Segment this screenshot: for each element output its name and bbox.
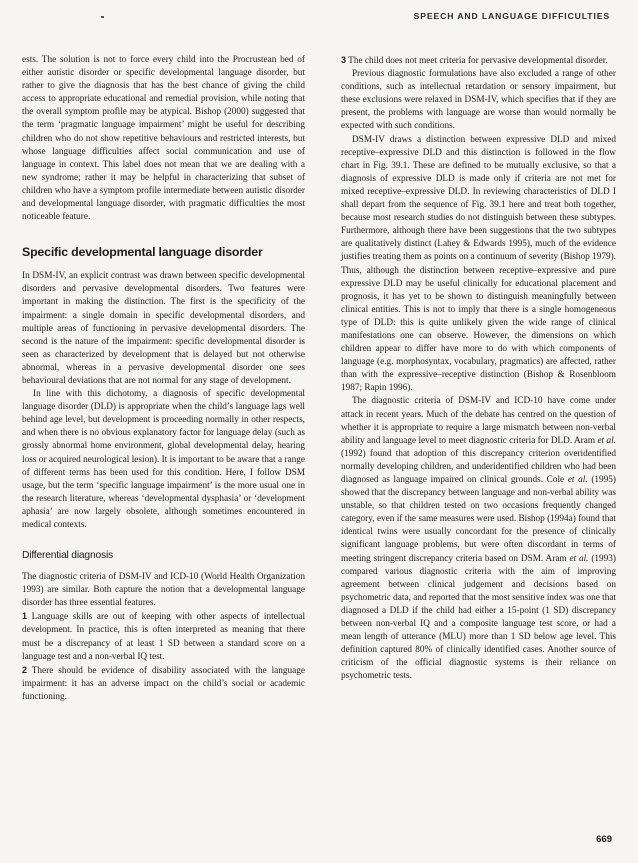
running-head: SPEECH AND LANGUAGE DIFFICULTIES	[413, 11, 610, 21]
list-text: There should be evidence of disability associated with the language impairment: it has an adverse impact on the child’s social or academic functioning.	[22, 665, 305, 702]
text-run: The diagnostic criteria of DSM-IV and ICD-10 have come under attack in recent years. Much of the debate has centred on the question of whether it is appropriate to require a large mismatch between non-verbal ability and language level to meet diagnostic criteria for DLD. Aram	[341, 396, 616, 446]
paragraph-dsm-distinction: DSM-IV draws a distinction between expressive DLD and mixed receptive–expressive DLD and this distinction is followed in the flow chart in Fig. 39.1. These are defined to be mutually exclusive, so that a diagnosis of expressive DLD is made only if criteria are not met for mixed receptive–expressive DLD. In reviewing characteristics of DLD I shall depart from the sequence of Fig. 39.1 here and treat both together, because most research studies do not distinguish between these subtypes. Furthermore, although there have been suggestions that the two subtypes are qualitatively distinct (Lahey & Edwards 1995), much of the evidence justifies treating them as points on a continuum of severity (Bishop 1979). Thus, although the distinction between receptive–expressive and pure expressive DLD may be useful clinically for educational placement and prognosis, it has yet to be shown to distinguish meaningfully between clinical entities. This is not to imply that there is a single homogeneous type of DLD: this is quite unlikely given the wide range of clinical manifestations one can observe. However, the dimensions on which children appear to differ have more to do with which components of language (e.g. morphosyntax, vocabulary, pragmatics) are affected, rather than with the expressive–receptive distinction (Bishop & Rosenbloom 1987; Rapin 1996).	[341, 134, 616, 394]
list-item-3	[341, 54, 616, 68]
list-text: The child does not meet criteria for pervasive developmental disorder.	[348, 56, 608, 66]
text-run-italic: et al.	[597, 435, 616, 446]
text-run: (1995) showed that the discrepancy between language and non-verbal ability was unstable, so that children tested on two occasions frequently changed category, even if the same measures were used. Bishop (1994a) found that identical twins were usually concordant for the presence of clinically significant language problems, but were often discordant in terms of meeting stringent discrepancy criteria based on DSM. Aram	[341, 475, 616, 564]
section-heading: Specific developmental language disorder	[22, 245, 263, 260]
paragraph-dld: In line with this dichotomy, a diagnosis of specific developmental language disorder (DLD) is appropriate when the child’s language lags well behind age level, but development is proceeding normally in other respects, and when there is no obvious explanatory factor for language delay (such as grossly abnormal home environment, global developmental delay, hearing loss or acquired neurological lesion). It is important to be aware that a range of different terms has been used for this condition. Here, I follow DSM usage, but the term ‘specific language impairment’ is the more usual one in the research literature, whereas ‘developmental dysphasia’ or ‘development aphasia’ are now largely obsolete, although sometimes encountered in medical contexts.	[22, 389, 305, 530]
page-number: 669	[596, 834, 612, 845]
paragraph-intro: ests. The solution is not to force every child into the Procrustean bed of either autistic disorder or specific developmental language disorder, but rather to give the diagnosis that has the best chance of giving the child access to appropriate educational and remedial provision, while noting that the overall symptom profile may be atypical. Bishop (2000) suggested that the term ‘pragmatic language impairment’ might be useful for describing children who do not show repetitive behaviours and restricted interests, but whose language difficulties affect social communication and use of language in context. This label does not mean that we are dealing with a new syndrome; rather it may be helpful in characterizing that subset of children who have a symptom profile intermediate between autistic disorder and developmental language disorder, with pragmatic difficulties the most noticeable feature.	[22, 55, 305, 223]
margin-mark	[101, 16, 104, 18]
text-run-italic: et al.	[569, 553, 589, 564]
paragraph-criteria: The diagnostic criteria of DSM-IV and ICD-10 (World Health Organization 1993) are similar. Both capture the notion that a developmental language disorder has three essential features.	[22, 572, 305, 609]
paragraph-criteria-attack	[341, 395, 616, 683]
list-number: 2	[22, 664, 28, 675]
list-item-2	[22, 664, 305, 704]
subsection-heading: Differential diagnosis	[22, 550, 113, 562]
paragraph-previous-formulations: Previous diagnostic formulations have also excluded a range of other conditions, such as intellectual retardation or sensory impairment, but these exclusions were relaxed in DSM-IV, which specifies that if they are present, the problems with language are worse than would normally be expected with such conditions.	[341, 69, 616, 132]
list-number: 1	[22, 611, 28, 622]
list-item-1	[22, 610, 305, 663]
text-run: (1993) compared various diagnostic criteria with the aim of improving agreement between clinical judgement and decisions based on psychometric data, and reported that the most sensitive index was one that diagnosed a DLD if the child had either a 15-point (1 SD) discrepancy between non-verbal IQ and a composite language test score, or had a mean length of utterance (MLU) more than 1 SD below age level. This definition captured 80% of clinically identified cases. Another source of criticism of the official diagnostic systems is their reliance on psychometric tests.	[341, 553, 616, 682]
right-column	[341, 54, 616, 684]
list-number: 3	[341, 55, 347, 65]
text-run: (1992) found that adoption of this discrepancy criterion overidentified normally developing children, and underidentified children who had been diagnosed as language impaired on clinical grounds. Cole	[341, 448, 616, 485]
text-run-italic: et al.	[567, 475, 588, 485]
list-text: Language skills are out of keeping with other aspects of intellectual development. In practice, this is often interpreted as meaning that there must be a discrepancy of at least 1 SD between a standard score on a language test and a non-verbal IQ test.	[22, 612, 306, 662]
paragraph-dsm: In DSM-IV, an explicit contrast was drawn between specific developmental disorders and pervasive developmental disorders. Two features were important in making the distinction. The first is the specificity of the impairment: a single domain in specific developmental disorders, and multiple areas of functioning in pervasive developmental disorders. The second is the nature of the impairment: specific developmental disorder is seen as characterized by development that is delayed but not otherwise abnormal, whereas in a pervasive developmental disorder one sees behavioural deviations that are not normal for any stage of development.	[22, 271, 305, 386]
left-column	[22, 54, 305, 704]
